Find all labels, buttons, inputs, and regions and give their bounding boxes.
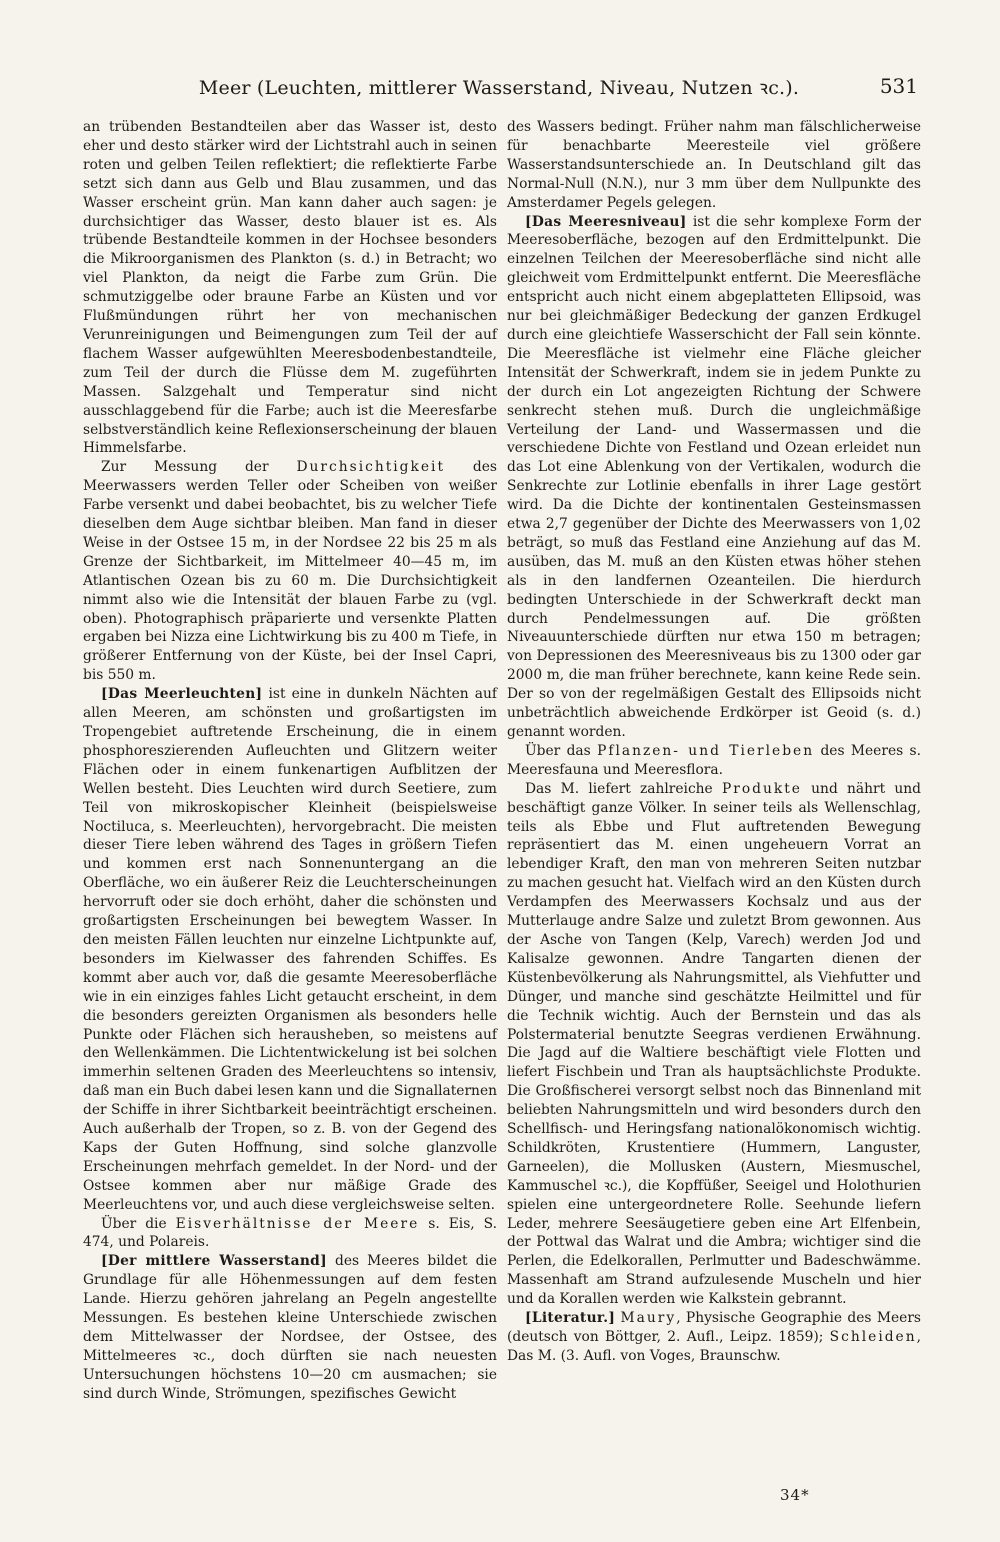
paragraph-ice-reference: Über die Eisverhältnisse der Meere s. Eis, S. 474, und Polareis.	[83, 1215, 497, 1251]
paragraph-sea-color: an trübenden Bestandteilen aber das Wasser ist, desto eher und desto stärker wird der Lichtstrahl auch in seinen roten und gelben Teilen reflektiert; die reflektierte Farbe setzt sich dann aus Gelb und Blau zusammen, und das Wasser erscheint grün. Man kann daher auch sagen: je durchsichtiger das Wasser, desto blauer ist es. Als trübende Bestandteile kommen in der Hochsee besonders die Mikroorganismen des Plankton (s. d.) in Betracht; wo viel Plankton, da neigt die Farbe zum Grün. Die schmutziggelbe oder braune Farbe an Küsten und vor Flußmündungen rührt her von mechanischen Verunreinigungen und Beimengungen zum Teil der auf flachem Wasser aufgewühlten Meeresbodenbestandteile, zum Teil der durch die Flüsse dem M. zugeführten Massen. Salzgehalt und Temperatur sind nicht ausschlaggebend für die Farbe; auch ist die Meeresfarbe selbstverständlich keine Reflexionserscheinung der blauen Himmelsfarbe.	[83, 119, 497, 457]
spaced-term: Produkte	[721, 780, 802, 797]
paragraph-literature: [Literatur.] Maury, Physische Geographie des Meers (deutsch von Böttger, 2. Aufl., Leipz. 1859); Schleiden, Das M. (3. Aufl. von Voges, Braunschw.	[507, 1310, 921, 1364]
paragraph-transparency: Zur Messung der Durchsichtigkeit des Meerwassers werden Teller oder Scheiben von weißer Farbe versenkt und dabei beobachtet, bis zu welcher Tiefe dieselben dem Auge sichtbar bleiben. Man fand in dieser Weise in der Ostsee 15 m, in der Nordsee 22 bis 25 m als Grenze der Sichtbarkeit, im Mittelmeer 40—45 m, im Atlantischen Ozean bis zu 60 m. Die Durchsichtigkeit nimmt also wie die Intensität der blauen Farbe zu (vgl. oben). Photographisch präparierte und versenkte Platten ergaben bei Nizza eine Lichtwirkung bis zu 400 m Tiefe, in größerer Entfernung von der Küste, bei der Insel Capri, bis 550 m.	[83, 459, 498, 684]
page-number: 531	[879, 74, 918, 98]
printer-signature: 34*	[780, 1486, 810, 1504]
spaced-term: Durchsichtigkeit	[296, 459, 446, 476]
paragraph-flora-fauna-reference: Über das Pflanzen- und Tierleben des Meeres s. Meeresfauna und Meeresflora.	[507, 742, 921, 778]
author-name: Schleiden	[829, 1329, 917, 1345]
spaced-term: Pflanzen- und Tierleben	[597, 742, 815, 759]
section-lemma: [Literatur.]	[525, 1310, 616, 1327]
paragraph-sea-level-continued: des Wassers bedingt. Früher nahm man fälschlicherweise für benachbarte Meeresteile viel größere Wasserstandsunterschiede an. In Deutschland gilt das Normal-Null (N.N.), nur 3 mm über dem Nullpunkte des Amsterdamer Pegels gelegen.	[507, 119, 921, 211]
paragraph-sea-level-form: [Das Meeresniveau] ist die sehr komplexe Form der Meeresoberfläche, bezogen auf den Erdmittelpunkt. Die einzelnen Teilchen der Meeresoberfläche sind nicht alle gleichweit vom Erdmittelpunkt entfernt. Die Meeresfläche entspricht auch nicht einem abgeplatteten Ellipsoid, was nur bei gleichmäßiger Bedeckung der ganzen Erdkugel durch eine gleichtiefe Wasserschicht der Fall sein könnte. Die Meeresfläche ist vielmehr eine Fläche gleicher Intensität der Schwerkraft, indem sie in jedem Punkte zu der durch ein Lot angezeigten Richtung der Schwere senkrecht stehen muß. Durch die ungleichmäßige Verteilung der Land- und Wassermassen und die verschiedene Dichte von Festland und Ozean erleidet nun das Lot eine Ablenkung von der Vertikalen, wodurch die Senkrechte zur Lotlinie ebenfalls in ihrer Lage gestört wird. Da die Dichte der kontinentalen Gesteinsmassen etwa 2,7 gegenüber der Dichte des Meerwassers von 1,02 beträgt, so muß das Festland eine Anziehung auf das M. ausüben, das M. muß an den Küsten etwas höher stehen als in den landfernen Ozeanteilen. Die hierdurch bedingten Unterschiede in der Schwerkraft deckt man durch Pendelmessungen auf. Die größten Niveauunterschiede dürften nur etwa 150 m betragen; von Depressionen des Meeresniveaus bis zu 1300 oder gar 2000 m, die man früher berechnete, kann keine Rede sein. Der so von der regelmäßigen Gestalt des Ellipsoids nicht unbeträchtlich abweichende Erdkörper ist Geoid (s. d.) genannt worden.	[507, 213, 921, 740]
section-lemma: [Das Meeresniveau]	[525, 213, 687, 230]
right-column	[507, 118, 921, 1366]
section-lemma: [Der mittlere Wasserstand]	[101, 1253, 327, 1270]
paragraph-sea-products: Das M. liefert zahlreiche Produkte und nährt und beschäftigt ganze Völker. In seiner teils als Wellenschlag, teils als Ebbe und Flut auftretenden Bewegung repräsentiert das M. einen ungeheuern Vorrat an lebendiger Kraft, den man von mehreren Seiten nutzbar zu machen gesucht hat. Vielfach wird an den Küsten durch Verdampfen des Meerwassers Kochsalz und aus der Mutterlauge andre Salze und zuletzt Brom gewonnen. Aus der Asche von Tangen (Kelp, Varech) werden Jod und Kalisalze gewonnen. Andre Tangarten dienen der Küstenbevölkerung als Nahrungsmittel, als Viehfutter und Dünger, und manche sind geschätzte Heilmittel und für die Technik wichtig. Auch der Bernstein und das als Polstermaterial benutzte Seegras verdienen Erwähnung. Die Jagd auf die Waltiere beschäftigt viele Flotten und liefert Fischbein und Tran als hauptsächlichste Produkte. Die Großfischerei versorgt selbst noch das Binnenland mit beliebten Nahrungsmitteln und wird besonders durch den Schellfisch- und Heringsfang nationalökonomisch wichtig. Schildkröten, Krustentiere (Hummern, Languster, Garneelen), die Mollusken (Austern, Miesmuschel, Kammuschel ꝛc.), die Kopffüßer, Seeigel und Holothurien spielen eine untergeordnetere Rolle. Seehunde liefern Leder, mehrere Seesäugetiere geben eine Art Elfenbein, der Pottwal das Walrat und die Ambra; wichtiger sind die Perlen, die Edelkorallen, Perlmutter und Badeschwämme. Massenhaft am Strand aufzulesende Muscheln und hier und da Korallen werden wie Kalkstein gebrannt.	[507, 780, 921, 1308]
paragraph-mean-sea-level: [Der mittlere Wasserstand] des Meeres bildet die Grundlage für alle Höhenmessungen auf dem festen Lande. Hierzu gehören jahrelang an Pegeln angestellte Messungen. Es bestehen kleine Unterschiede zwischen dem Mittelwasser der Nordsee, der Ostsee, des Mittelmeeres ꝛc., doch dürften sie nach neuesten Untersuchungen höchstens 10—20 cm ausmachen; sie sind durch Winde, Strömungen, spezifisches Gewicht	[83, 1253, 498, 1402]
paragraph-sea-phosphorescence: [Das Meerleuchten] ist eine in dunkeln Nächten auf allen Meeren, am schönsten und großartigsten im Tropengebiet auftretende Erscheinung, die in einem phosphoreszierenden Aufleuchten und Glitzern weiter Flächen oder in einem funkenartigen Aufblitzen der Wellen besteht. Dies Leuchten wird durch Seetiere, zum Teil von mikroskopischer Kleinheit (beispielsweise Noctiluca, s. Meerleuchten), hervorgebracht. Die meisten dieser Tiere leben während des Tages in größern Tiefen und kommen erst nach Sonnenuntergang an die Oberfläche, wo ein äußerer Reiz die Leuchterscheinungen hervorruft oder sie doch erhöht, daher die schönsten und großartigsten Erscheinungen bei bewegtem Wasser. In den meisten Fällen leuchten nur einzelne Lichtpunkte auf, besonders im Kielwasser des fahrenden Schiffes. Es kommt aber auch vor, daß die gesamte Meeresoberfläche wie in ein einziges fahles Licht getaucht erscheint, in dem die besonders gereizten Organismen als besonders helle Punkte oder Flächen sich herausheben, so meistens auf den Wellenkämmen. Die Lichtentwickelung ist bei solchen immerhin seltenen Graden des Meerleuchtens so intensiv, daß man ein Buch dabei lesen kann und die Signallaternen der Schiffe in ihrer Sichtbarkeit beeinträchtigt erscheinen. Auch außerhalb der Tropen, so z. B. von der Gegend des Kaps der Guten Hoffnung, sind solche glanzvolle Erscheinungen mehrfach gemeldet. In der Nord- und der Ostsee kommen aber nur mäßige Grade des Meerleuchtens vor, und auch diese vergleichsweise selten.	[83, 686, 497, 1213]
left-column	[83, 118, 497, 1404]
page-header	[80, 74, 918, 104]
spaced-term: Eisverhältnisse der Meere	[175, 1215, 420, 1232]
running-title: Meer (Leuchten, mittlerer Wasserstand, Niveau, Nutzen ꝛc.).	[198, 77, 800, 99]
author-name: Maury	[620, 1310, 677, 1327]
section-lemma: [Das Meerleuchten]	[101, 686, 263, 703]
